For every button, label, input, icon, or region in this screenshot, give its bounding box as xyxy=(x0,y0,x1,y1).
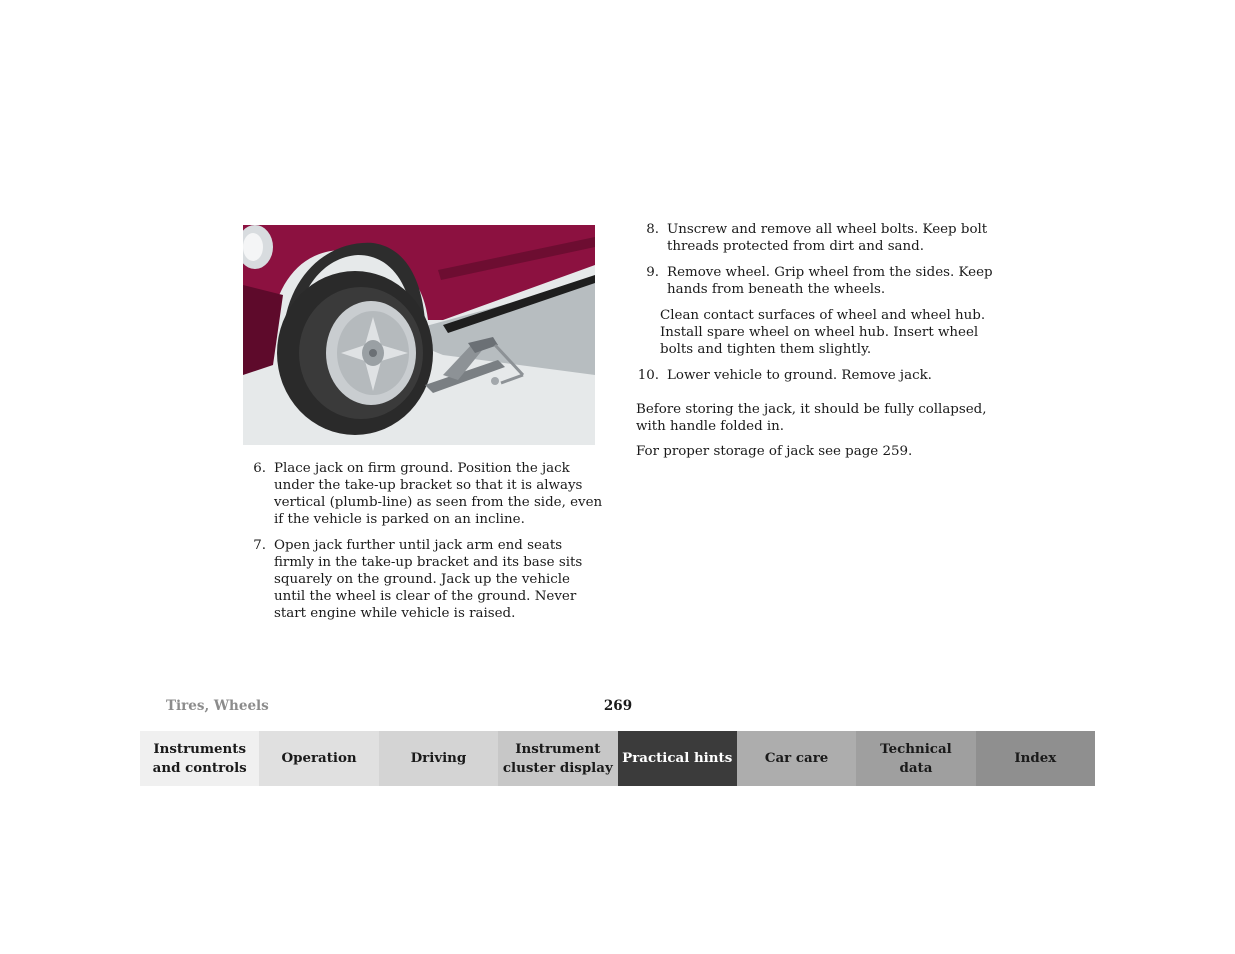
step-number: 8. xyxy=(646,222,659,237)
step-number: 9. xyxy=(646,265,659,280)
tab-technical-data[interactable]: Technical data xyxy=(856,731,975,786)
left-instructions xyxy=(243,460,605,631)
step-text: Remove wheel. Grip wheel from the sides. Keep hands from beneath the wheels. xyxy=(667,265,993,297)
car-jack-drawing xyxy=(243,225,595,445)
tab-index[interactable]: Index xyxy=(976,731,1095,786)
right-instructions xyxy=(636,221,1006,468)
tab-car-care[interactable]: Car care xyxy=(737,731,856,786)
jack-illustration xyxy=(243,225,595,445)
tab-practical-hints[interactable]: Practical hints xyxy=(618,731,737,786)
tab-instrument-cluster-display[interactable]: Instrument cluster display xyxy=(498,731,617,786)
step-9 xyxy=(636,264,1006,298)
step-text: Lower vehicle to ground. Remove jack. xyxy=(667,368,932,383)
tab-operation[interactable]: Operation xyxy=(259,731,378,786)
storage-note: Before storing the jack, it should be fully collapsed, with handle folded in. xyxy=(636,402,987,434)
chapter-nav xyxy=(140,731,1095,786)
step-number: 6. xyxy=(253,461,266,476)
tab-driving[interactable]: Driving xyxy=(379,731,498,786)
step-10 xyxy=(636,367,1006,384)
step-text: Unscrew and remove all wheel bolts. Keep bolt threads protected from dirt and sand. xyxy=(667,222,988,254)
step-text: Open jack further until jack arm end seats firmly in the take-up bracket and its base sits squarely on the ground. Jack up the vehicle until the wheel is clear of the ground. Never start engine while vehicle is raised. xyxy=(274,538,583,621)
step-7 xyxy=(243,537,605,622)
step-text: Place jack on firm ground. Position the jack under the take-up bracket so that it is always vertical (plumb-line) as seen from the side, even if the vehicle is parked on an incline. xyxy=(274,461,603,527)
step-6 xyxy=(243,460,605,528)
step-9-note: Clean contact surfaces of wheel and wheel hub. Install spare wheel on wheel hub. Insert wheel bolts and tighten them slightly. xyxy=(660,308,986,357)
page-number: 269 xyxy=(603,698,633,714)
step-number: 7. xyxy=(253,538,266,553)
step-number: 10. xyxy=(637,368,659,383)
step-8 xyxy=(636,221,1006,255)
section-title: Tires, Wheels xyxy=(166,698,269,714)
storage-reference: For proper storage of jack see page 259. xyxy=(636,444,913,459)
tab-instruments-and-controls[interactable]: Instruments and controls xyxy=(140,731,259,786)
